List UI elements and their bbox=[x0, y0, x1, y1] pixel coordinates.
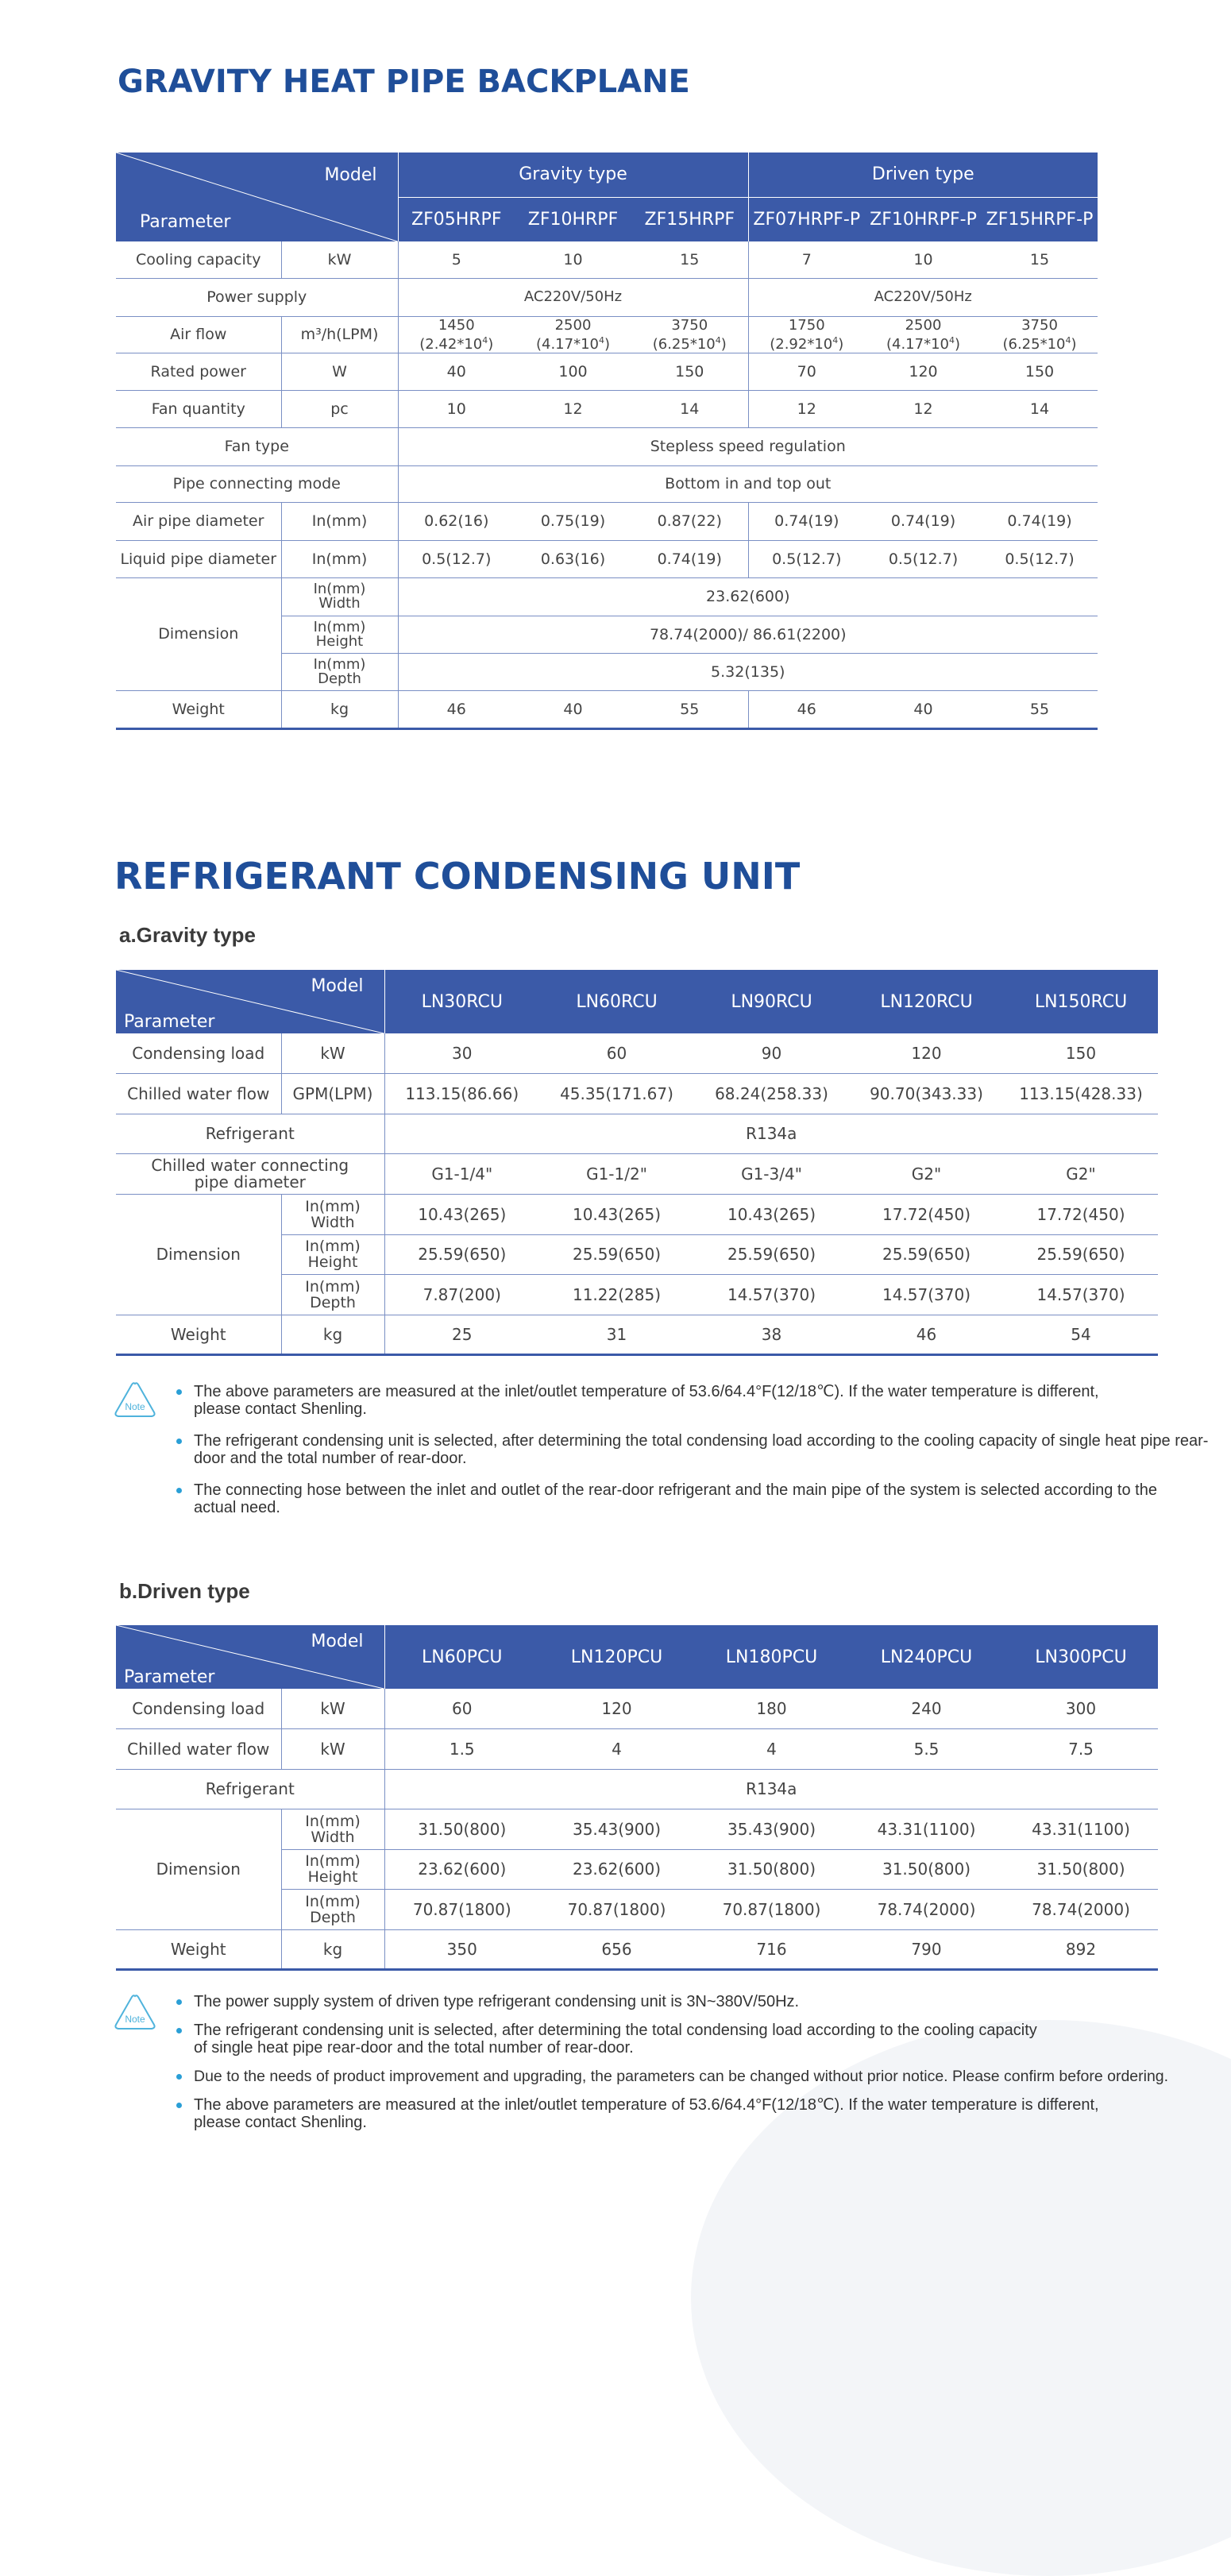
airflow-exp: 4 bbox=[482, 334, 488, 346]
cell-value: 23.62(600) bbox=[539, 1849, 694, 1889]
note-item: The above parameters are measured at the inlet/outlet temperature of 53.6/64.4°F(12/18℃). If the water temperature is different, please contact Shenling. bbox=[175, 2096, 1131, 2131]
cell-value bbox=[398, 316, 515, 353]
cell-value: 30 bbox=[384, 1033, 539, 1073]
row-label: Chilled water flow bbox=[116, 1728, 281, 1769]
cell-value: 0.62(16) bbox=[398, 502, 515, 540]
table-row bbox=[116, 540, 1098, 577]
unit: In(mm) bbox=[305, 1852, 361, 1870]
parameter-header: Parameter bbox=[140, 212, 231, 232]
sublabel: Width bbox=[311, 1828, 355, 1846]
cell-value: 46 bbox=[849, 1315, 1004, 1354]
cell-value: 35.43(900) bbox=[539, 1809, 694, 1849]
sublabel: Depth bbox=[310, 1908, 356, 1926]
cell-value bbox=[982, 316, 1098, 353]
row-label: Rated power bbox=[116, 353, 281, 390]
model-name: ZF07HRPF-P bbox=[748, 197, 865, 241]
note-item: The power supply system of driven type refrigerant condensing unit is 3N~380V/50Hz. bbox=[175, 1993, 1226, 2010]
gravity-condensing-table bbox=[116, 970, 1158, 1356]
row-unit: GPM(LPM) bbox=[281, 1073, 384, 1114]
cell-value: 70 bbox=[748, 353, 865, 390]
cell-value: 7 bbox=[748, 241, 865, 278]
cell-value: G1-3/4" bbox=[694, 1153, 849, 1194]
cell-value: 70.87(1800) bbox=[694, 1889, 849, 1929]
heat-pipe-spec-table bbox=[116, 153, 1098, 730]
row-label: Fan quantity bbox=[116, 390, 281, 427]
cell-value bbox=[515, 316, 631, 353]
model-name: LN150RCU bbox=[1004, 970, 1158, 1033]
sublabel: Depth bbox=[310, 1293, 356, 1311]
table-row bbox=[116, 502, 1098, 540]
cell-value: 240 bbox=[849, 1689, 1004, 1728]
cell-value: R134a bbox=[384, 1769, 1158, 1809]
cell-value: 14.57(370) bbox=[694, 1274, 849, 1315]
table-row bbox=[116, 1929, 1158, 1969]
row-label: Power supply bbox=[116, 278, 398, 316]
cell-value: 150 bbox=[1004, 1033, 1158, 1073]
cell-value: 23.62(600) bbox=[398, 577, 1098, 616]
cell-value: 31.50(800) bbox=[384, 1809, 539, 1849]
row-unit: kW bbox=[281, 1033, 384, 1073]
section-title: REFRIGERANT CONDENSING UNIT bbox=[114, 855, 801, 898]
table-row bbox=[116, 1315, 1158, 1354]
row-label: Chilled water flow bbox=[116, 1073, 281, 1114]
cell-value: 78.74(2000)/ 86.61(2200) bbox=[398, 616, 1098, 653]
row-unit: kW bbox=[281, 1728, 384, 1769]
sublabel: Height bbox=[315, 632, 364, 650]
cell-value: 0.5(12.7) bbox=[982, 540, 1098, 577]
table-row bbox=[116, 465, 1098, 502]
gravity-type-header: Gravity type bbox=[398, 153, 748, 197]
cell-value: 55 bbox=[631, 690, 748, 728]
cell-value bbox=[748, 316, 865, 353]
table-row bbox=[116, 1769, 1158, 1809]
row-label: Dimension bbox=[116, 577, 281, 690]
page-title: GRAVITY HEAT PIPE BACKPLANE bbox=[118, 64, 690, 100]
cell-value: G1-1/4" bbox=[384, 1153, 539, 1194]
model-name: LN60RCU bbox=[539, 970, 694, 1033]
cell-value: 5.5 bbox=[849, 1728, 1004, 1769]
cell-value: 31.50(800) bbox=[694, 1849, 849, 1889]
row-unit bbox=[281, 1234, 384, 1274]
cell-value: 43.31(1100) bbox=[849, 1809, 1004, 1849]
airflow-value: 1450 bbox=[438, 316, 475, 334]
airflow-close: ) bbox=[838, 335, 844, 353]
parameter-header: Parameter bbox=[124, 1667, 215, 1687]
model-name: LN60PCU bbox=[384, 1625, 539, 1689]
table-row bbox=[116, 1809, 1158, 1849]
header-diagonal-cell bbox=[116, 153, 398, 241]
note-item: The connecting hose between the inlet and outlet of the rear-door refrigerant and the main pipe of the system is selected according to the actual need. bbox=[175, 1481, 1163, 1516]
driven-type-header: Driven type bbox=[748, 153, 1098, 197]
cell-value: 120 bbox=[849, 1033, 1004, 1073]
cell-value: 70.87(1800) bbox=[384, 1889, 539, 1929]
cell-value: AC220V/50Hz bbox=[398, 278, 748, 316]
note-item: The above parameters are measured at the inlet/outlet temperature of 53.6/64.4°F(12/18℃). If the water temperature is different, please contact Shenling. bbox=[175, 1383, 1131, 1418]
sublabel: Depth bbox=[318, 670, 361, 687]
airflow-close: ) bbox=[720, 335, 727, 353]
model-name: LN30RCU bbox=[384, 970, 539, 1033]
airflow-close: ) bbox=[488, 335, 494, 353]
cell-value: 15 bbox=[982, 241, 1098, 278]
model-name: LN120PCU bbox=[539, 1625, 694, 1689]
cell-value: 25.59(650) bbox=[694, 1234, 849, 1274]
cell-value bbox=[865, 316, 982, 353]
row-unit: m³/h(LPM) bbox=[281, 316, 398, 353]
cell-value: 0.75(19) bbox=[515, 502, 631, 540]
sublabel: Height bbox=[307, 1253, 358, 1271]
note-icon bbox=[113, 1381, 157, 1424]
airflow-lpm: (2.92*10 bbox=[770, 335, 833, 353]
row-unit: kW bbox=[281, 1689, 384, 1728]
cell-value: 12 bbox=[515, 390, 631, 427]
cell-value: 12 bbox=[748, 390, 865, 427]
airflow-lpm: (2.42*10 bbox=[419, 335, 483, 353]
unit: In(mm) bbox=[313, 618, 366, 635]
cell-value: 0.74(19) bbox=[982, 502, 1098, 540]
row-unit: pc bbox=[281, 390, 398, 427]
row-label: Liquid pipe diameter bbox=[116, 540, 281, 577]
cell-value: 46 bbox=[748, 690, 865, 728]
row-unit bbox=[281, 1889, 384, 1929]
note-label: Note bbox=[125, 1401, 145, 1412]
cell-value: 70.87(1800) bbox=[539, 1889, 694, 1929]
cell-value: 0.5(12.7) bbox=[748, 540, 865, 577]
row-label: Dimension bbox=[116, 1194, 281, 1315]
cell-value: 25.59(650) bbox=[384, 1234, 539, 1274]
cell-value: 60 bbox=[539, 1033, 694, 1073]
row-unit bbox=[281, 616, 398, 653]
model-header: Model bbox=[324, 165, 377, 185]
row-unit: In(mm) bbox=[281, 502, 398, 540]
cell-value: AC220V/50Hz bbox=[748, 278, 1098, 316]
model-name: ZF15HRPF bbox=[631, 197, 748, 241]
airflow-close: ) bbox=[1071, 335, 1077, 353]
row-unit: In(mm) bbox=[281, 540, 398, 577]
row-label: Condensing load bbox=[116, 1689, 281, 1728]
row-unit bbox=[281, 653, 398, 690]
sublabel: Width bbox=[311, 1213, 355, 1231]
header-diagonal-cell bbox=[116, 970, 384, 1033]
table-row bbox=[116, 1114, 1158, 1153]
label-line2: pipe diameter bbox=[194, 1172, 306, 1191]
note-item: Due to the needs of product improvement and upgrading, the parameters can be changed without prior notice. Please confirm before ordering. bbox=[175, 2068, 1231, 2085]
cell-value: 10.43(265) bbox=[694, 1194, 849, 1234]
model-header: Model bbox=[311, 976, 364, 996]
cell-value: 46 bbox=[398, 690, 515, 728]
airflow-lpm: (4.17*10 bbox=[535, 335, 599, 353]
row-unit: W bbox=[281, 353, 398, 390]
row-label: Weight bbox=[116, 690, 281, 728]
cell-value: 23.62(600) bbox=[384, 1849, 539, 1889]
table-row bbox=[116, 1073, 1158, 1114]
cell-value: 54 bbox=[1004, 1315, 1158, 1354]
model-name: LN180PCU bbox=[694, 1625, 849, 1689]
airflow-exp: 4 bbox=[1065, 334, 1071, 346]
cell-value: 10 bbox=[865, 241, 982, 278]
note-label: Note bbox=[125, 2014, 145, 2025]
row-unit bbox=[281, 577, 398, 616]
cell-value: 0.74(19) bbox=[865, 502, 982, 540]
cell-value: 0.5(12.7) bbox=[398, 540, 515, 577]
cell-value: G1-1/2" bbox=[539, 1153, 694, 1194]
airflow-exp: 4 bbox=[832, 334, 839, 346]
row-label: Weight bbox=[116, 1315, 281, 1354]
cell-value: 7.87(200) bbox=[384, 1274, 539, 1315]
table-row bbox=[116, 241, 1098, 278]
model-name: ZF15HRPF-P bbox=[982, 197, 1098, 241]
table-row bbox=[116, 1033, 1158, 1073]
subsection-title: a.Gravity type bbox=[119, 923, 256, 947]
cell-value: 10 bbox=[398, 390, 515, 427]
driven-condensing-table bbox=[116, 1625, 1158, 1971]
parameter-header: Parameter bbox=[124, 1012, 215, 1032]
sublabel: Height bbox=[307, 1868, 358, 1886]
cell-value: 25.59(650) bbox=[539, 1234, 694, 1274]
note-list bbox=[175, 1993, 1231, 2145]
airflow-exp: 4 bbox=[949, 334, 955, 346]
cell-value: 1.5 bbox=[384, 1728, 539, 1769]
model-name: ZF05HRPF bbox=[398, 197, 515, 241]
airflow-close: ) bbox=[604, 335, 611, 353]
cell-value: 11.22(285) bbox=[539, 1274, 694, 1315]
cell-value: 40 bbox=[515, 690, 631, 728]
cell-value: 716 bbox=[694, 1929, 849, 1969]
row-label: Condensing load bbox=[116, 1033, 281, 1073]
cell-value: 10.43(265) bbox=[539, 1194, 694, 1234]
cell-value: 5.32(135) bbox=[398, 653, 1098, 690]
note-triangle-icon bbox=[113, 1993, 157, 2033]
row-label: Refrigerant bbox=[116, 1114, 384, 1153]
label-line1: Chilled water connecting bbox=[151, 1155, 349, 1175]
unit: In(mm) bbox=[305, 1277, 361, 1296]
header-diagonal-cell bbox=[116, 1625, 384, 1689]
cell-value: 31.50(800) bbox=[1004, 1849, 1158, 1889]
unit: In(mm) bbox=[313, 655, 366, 673]
cell-value: 78.74(2000) bbox=[849, 1889, 1004, 1929]
cell-value: 25 bbox=[384, 1315, 539, 1354]
unit: In(mm) bbox=[305, 1812, 361, 1830]
note-item: The refrigerant condensing unit is selected, after determining the total condensing load according to the cooling capacity of single heat pipe rear-door and the total number of rear-door. bbox=[175, 2022, 1052, 2057]
cell-value: 31 bbox=[539, 1315, 694, 1354]
airflow-value: 3750 bbox=[671, 316, 708, 334]
row-unit: kW bbox=[281, 241, 398, 278]
table-row bbox=[116, 577, 1098, 616]
row-label bbox=[116, 1153, 384, 1194]
cell-value: 656 bbox=[539, 1929, 694, 1969]
cell-value: 60 bbox=[384, 1689, 539, 1728]
note-triangle-icon bbox=[113, 1381, 157, 1420]
row-label: Dimension bbox=[116, 1809, 281, 1929]
driven-notes bbox=[113, 1993, 1225, 2152]
cell-value: Stepless speed regulation bbox=[398, 427, 1098, 465]
cell-value: 25.59(650) bbox=[1004, 1234, 1158, 1274]
row-label: Pipe connecting mode bbox=[116, 465, 398, 502]
row-unit bbox=[281, 1274, 384, 1315]
gravity-notes bbox=[113, 1381, 1225, 1516]
note-icon bbox=[113, 1993, 157, 2037]
cell-value: 40 bbox=[398, 353, 515, 390]
cell-value: 14 bbox=[982, 390, 1098, 427]
cell-value: 78.74(2000) bbox=[1004, 1889, 1158, 1929]
sublabel: Width bbox=[318, 595, 361, 612]
cell-value: 7.5 bbox=[1004, 1728, 1158, 1769]
cell-value: 113.15(428.33) bbox=[1004, 1073, 1158, 1114]
cell-value: 55 bbox=[982, 690, 1098, 728]
model-name: LN240PCU bbox=[849, 1625, 1004, 1689]
cell-value: 180 bbox=[694, 1689, 849, 1728]
table-row bbox=[116, 353, 1098, 390]
airflow-lpm: (6.25*10 bbox=[1002, 335, 1066, 353]
airflow-value: 2500 bbox=[554, 316, 592, 334]
cell-value: Bottom in and top out bbox=[398, 465, 1098, 502]
model-header: Model bbox=[311, 1632, 364, 1651]
model-name: LN90RCU bbox=[694, 970, 849, 1033]
row-unit bbox=[281, 1849, 384, 1889]
row-label: Air pipe diameter bbox=[116, 502, 281, 540]
table-row bbox=[116, 1728, 1158, 1769]
note-item: The refrigerant condensing unit is selected, after determining the total condensing load according to the cooling capacity of single heat pipe rear-door and the total number of rear-door. bbox=[175, 1432, 1231, 1467]
airflow-lpm: (6.25*10 bbox=[652, 335, 716, 353]
cell-value: 17.72(450) bbox=[849, 1194, 1004, 1234]
model-name: LN120RCU bbox=[849, 970, 1004, 1033]
row-label: Cooling capacity bbox=[116, 241, 281, 278]
cell-value: 0.5(12.7) bbox=[865, 540, 982, 577]
cell-value: 10 bbox=[515, 241, 631, 278]
row-label: Refrigerant bbox=[116, 1769, 384, 1809]
cell-value: 14.57(370) bbox=[849, 1274, 1004, 1315]
cell-value: 14 bbox=[631, 390, 748, 427]
cell-value: 100 bbox=[515, 353, 631, 390]
row-label: Air flow bbox=[116, 316, 281, 353]
row-unit: kg bbox=[281, 690, 398, 728]
unit: In(mm) bbox=[305, 1197, 361, 1215]
cell-value: 113.15(86.66) bbox=[384, 1073, 539, 1114]
cell-value: 0.87(22) bbox=[631, 502, 748, 540]
model-name: LN300PCU bbox=[1004, 1625, 1158, 1689]
cell-value: 43.31(1100) bbox=[1004, 1809, 1158, 1849]
cell-value: 790 bbox=[849, 1929, 1004, 1969]
cell-value: G2" bbox=[849, 1153, 1004, 1194]
unit: In(mm) bbox=[305, 1892, 361, 1910]
model-name: ZF10HRPF bbox=[515, 197, 631, 241]
cell-value: R134a bbox=[384, 1114, 1158, 1153]
note-list bbox=[175, 1383, 1231, 1531]
table-row bbox=[116, 427, 1098, 465]
cell-value: 0.74(19) bbox=[631, 540, 748, 577]
airflow-close: ) bbox=[955, 335, 961, 353]
cell-value: G2" bbox=[1004, 1153, 1158, 1194]
cell-value: 90 bbox=[694, 1033, 849, 1073]
row-unit bbox=[281, 1809, 384, 1849]
cell-value: 25.59(650) bbox=[849, 1234, 1004, 1274]
cell-value: 4 bbox=[539, 1728, 694, 1769]
table-row bbox=[116, 390, 1098, 427]
airflow-exp: 4 bbox=[715, 334, 721, 346]
cell-value: 300 bbox=[1004, 1689, 1158, 1728]
cell-value: 40 bbox=[865, 690, 982, 728]
cell-value: 17.72(450) bbox=[1004, 1194, 1158, 1234]
cell-value: 15 bbox=[631, 241, 748, 278]
cell-value: 38 bbox=[694, 1315, 849, 1354]
table-row bbox=[116, 690, 1098, 728]
airflow-value: 3750 bbox=[1021, 316, 1058, 334]
cell-value: 5 bbox=[398, 241, 515, 278]
cell-value: 120 bbox=[539, 1689, 694, 1728]
airflow-value: 1750 bbox=[788, 316, 825, 334]
row-unit: kg bbox=[281, 1929, 384, 1969]
row-label: Weight bbox=[116, 1929, 281, 1969]
row-label: Fan type bbox=[116, 427, 398, 465]
row-unit bbox=[281, 1194, 384, 1234]
cell-value bbox=[631, 316, 748, 353]
cell-value: 31.50(800) bbox=[849, 1849, 1004, 1889]
table-row bbox=[116, 1153, 1158, 1194]
airflow-lpm: (4.17*10 bbox=[886, 335, 949, 353]
cell-value: 45.35(171.67) bbox=[539, 1073, 694, 1114]
row-unit: kg bbox=[281, 1315, 384, 1354]
table-row bbox=[116, 1689, 1158, 1728]
cell-value: 120 bbox=[865, 353, 982, 390]
cell-value: 4 bbox=[694, 1728, 849, 1769]
cell-value: 0.74(19) bbox=[748, 502, 865, 540]
model-name: ZF10HRPF-P bbox=[865, 197, 982, 241]
cell-value: 0.63(16) bbox=[515, 540, 631, 577]
table-row bbox=[116, 278, 1098, 316]
unit: In(mm) bbox=[305, 1238, 361, 1255]
cell-value: 150 bbox=[631, 353, 748, 390]
cell-value: 35.43(900) bbox=[694, 1809, 849, 1849]
cell-value: 90.70(343.33) bbox=[849, 1073, 1004, 1114]
unit: In(mm) bbox=[313, 581, 366, 597]
cell-value: 68.24(258.33) bbox=[694, 1073, 849, 1114]
cell-value: 892 bbox=[1004, 1929, 1158, 1969]
table-row bbox=[116, 316, 1098, 353]
cell-value: 10.43(265) bbox=[384, 1194, 539, 1234]
cell-value: 12 bbox=[865, 390, 982, 427]
airflow-exp: 4 bbox=[598, 334, 604, 346]
cell-value: 350 bbox=[384, 1929, 539, 1969]
airflow-value: 2500 bbox=[905, 316, 942, 334]
subsection-title: b.Driven type bbox=[119, 1579, 250, 1603]
cell-value: 150 bbox=[982, 353, 1098, 390]
cell-value: 14.57(370) bbox=[1004, 1274, 1158, 1315]
table-row bbox=[116, 1194, 1158, 1234]
